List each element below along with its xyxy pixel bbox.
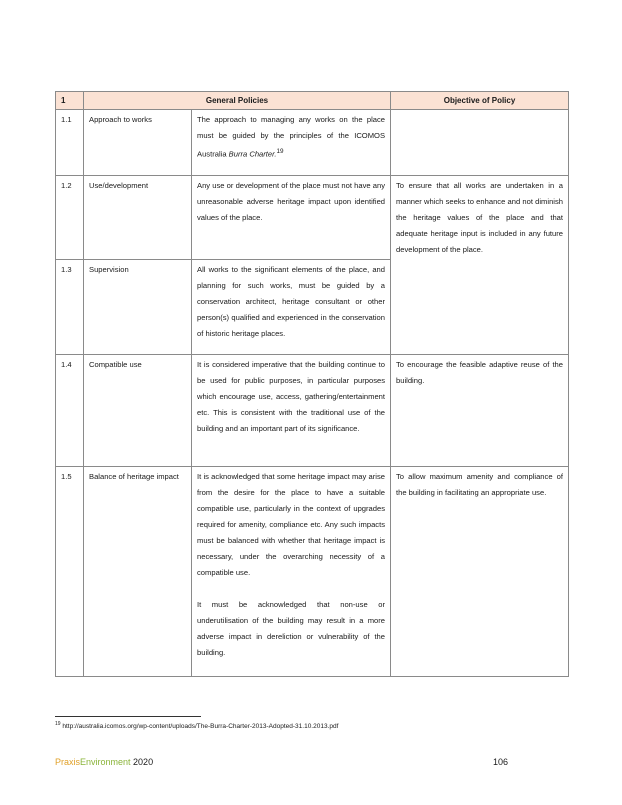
page-number: 106 xyxy=(493,757,509,767)
footnote-reference[interactable]: 19 xyxy=(276,148,284,155)
row-policy-paragraph: It must be acknowledged that non-use or underutilisation of the building may result in a more adverse impact in dereliction or vulnerability of the building. xyxy=(197,600,386,657)
brand-year: 2020 xyxy=(130,757,154,767)
row-policy: All works to the significant elements of the place, and planning for such works, must be guided by a conservation architect, heritage consultant or other person(s) qualified and experienced in the conservation of historic heritage places. xyxy=(192,260,391,355)
header-objective: Objective of Policy xyxy=(391,92,569,110)
row-number: 1.5 xyxy=(56,467,84,677)
brand-environment: Environment xyxy=(80,757,131,767)
row-policy: Any use or development of the place must not have any unreasonable adverse heritage impact upon identified values of the place. xyxy=(192,176,391,260)
row-policy: The approach to managing any works on the place must be guided by the principles of the ICOMOS Australia Burra Charter.$^{19}$ xyxy=(192,110,391,176)
row-title: Supervision xyxy=(84,260,192,355)
row-title: Balance of heritage impact xyxy=(84,467,192,677)
row-number: 1.2 xyxy=(56,176,84,260)
table-header-row xyxy=(56,92,569,110)
row-number: 1.3 xyxy=(56,260,84,355)
table-row xyxy=(56,176,569,260)
table-row xyxy=(56,110,569,176)
shared-objective: To ensure that all works are undertaken in a manner which seeks to enhance and not diminish the heritage values of the place and that adequate heritage input is included in any future development of the place. xyxy=(391,176,569,355)
footer-brand xyxy=(55,757,153,767)
footnote xyxy=(55,721,338,730)
policy-table xyxy=(55,91,569,677)
row-policy xyxy=(192,467,391,677)
row-objective: To allow maximum amenity and compliance of the building in facilitating an appropriate use. xyxy=(391,467,569,677)
row-policy-paragraph: It is acknowledged that some heritage impact may arise from the desire for the place to have a suitable compatible use, particularly in the context of upgrades required for amenity, compliance etc. Any such impacts must be balanced with whether that heritage impact is necessary, under the overarching necessity of a compatible use. xyxy=(197,472,386,577)
row-policy: It is considered imperative that the building continue to be used for public purposes, in particular purposes which encourage use, access, gathering/entertainment etc. This is consistent with the traditional use of the building and an important part of its significance. xyxy=(192,355,391,467)
table-row xyxy=(56,467,569,677)
footnote-divider xyxy=(55,716,201,717)
footnote-link[interactable]: http://australia.icomos.org/wp-content/uploads/The-Burra-Charter-2013-Adopted-31.10.2013.pdf xyxy=(60,723,339,731)
footnote-number: 19 xyxy=(55,721,61,727)
row-objective-empty xyxy=(391,110,569,176)
brand-praxis: Praxis xyxy=(55,757,81,767)
table-row xyxy=(56,355,569,467)
row-objective: To encourage the feasible adaptive reuse of the building. xyxy=(391,355,569,467)
row-number: 1.1 xyxy=(56,110,84,176)
row-number: 1.4 xyxy=(56,355,84,467)
row-title: Use/development xyxy=(84,176,192,260)
header-general-policies: General Policies xyxy=(84,92,391,110)
row-title: Approach to works xyxy=(84,110,192,176)
row-title: Compatible use xyxy=(84,355,192,467)
header-number: 1 xyxy=(56,92,84,110)
